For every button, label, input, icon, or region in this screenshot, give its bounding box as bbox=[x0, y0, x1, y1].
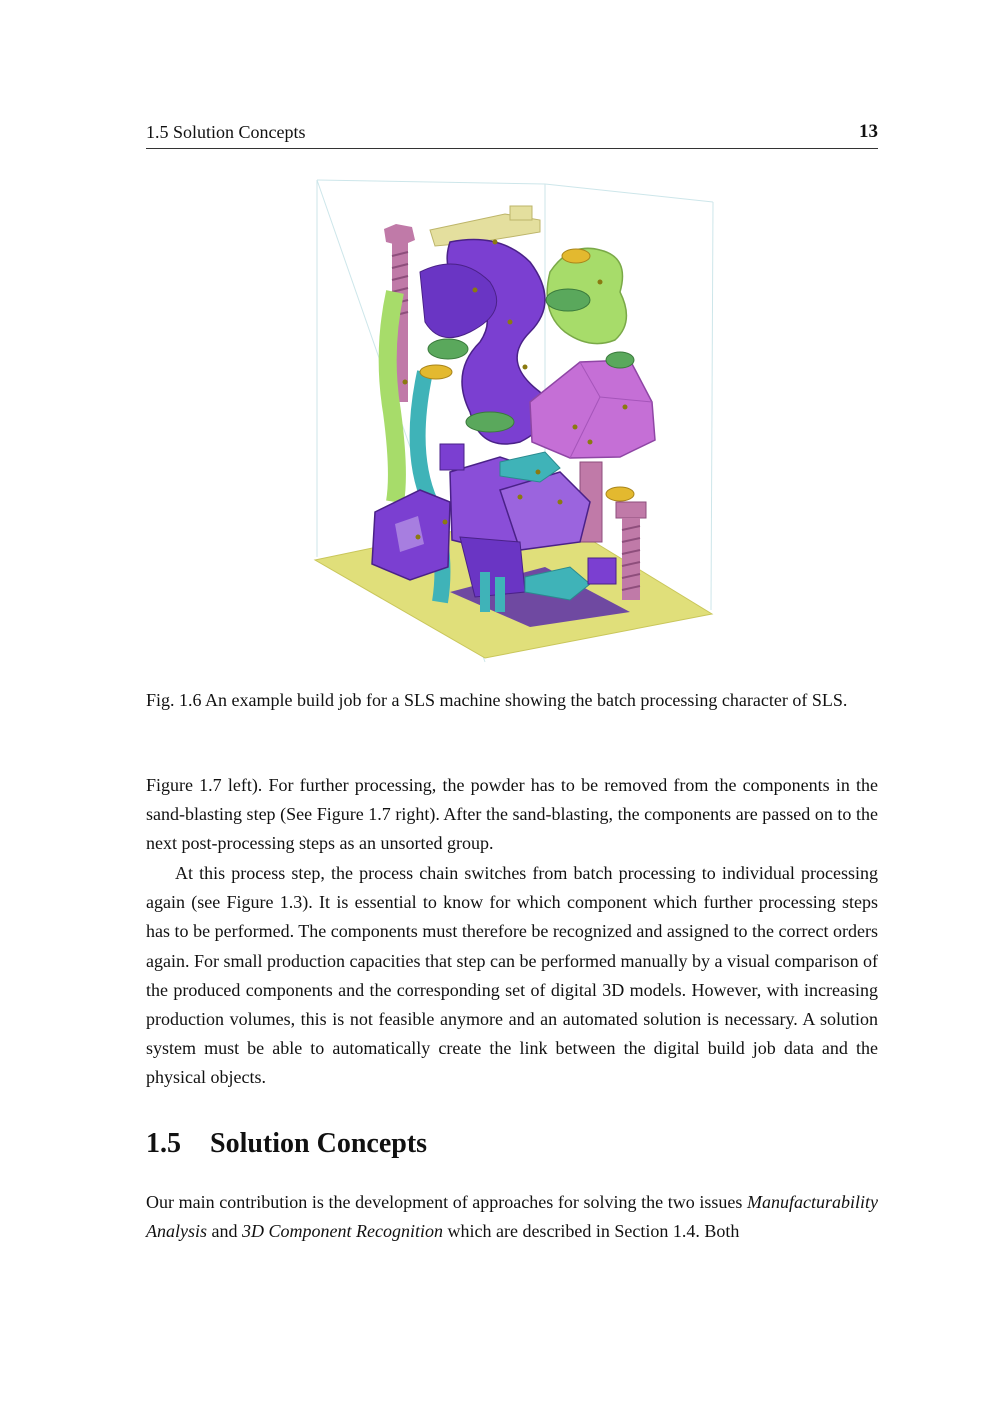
purple-cube-small bbox=[588, 558, 616, 584]
p3-text-3: which are described in Section 1.4. Both bbox=[442, 1221, 740, 1242]
p3-emphasis-recognition: 3D Component Recognition bbox=[242, 1221, 443, 1242]
figure-caption: Fig. 1.6 An example build job for a SLS machine showing the batch processing character of SLS. bbox=[146, 690, 848, 710]
paragraph-3 bbox=[146, 1188, 878, 1246]
p3-emphasis-manufacturability: Manufacturability Analysis bbox=[146, 1192, 878, 1242]
p3-text-1: Our main contribution is the development of approaches for solving the two issues bbox=[146, 1192, 748, 1212]
section-title: Solution Concepts bbox=[210, 1128, 428, 1159]
running-head-title: 1.5 Solution Concepts bbox=[146, 122, 306, 142]
lime-tube bbox=[388, 292, 397, 502]
paragraph-2: At this process step, the process chain switches from batch processing to individual processing again (see Figure 1.3). It is essential to know for which component which further processing steps has to be performed. The components must therefore be recognized and assigned to the correct orders again. For small production capacities that step can be performed manually by a visual comparison of the produced components and the corresponding set of digital 3D models. However, with increasing production volumes, this is not feasible anymore and an automated solution is necessary. A solution system must be able to automatically create the link between the digital build job data and the physical objects. bbox=[146, 863, 878, 1088]
build-job-render bbox=[300, 172, 730, 664]
p3-text-2: and bbox=[207, 1221, 242, 1242]
page-number: 13 bbox=[859, 121, 878, 142]
section-heading bbox=[146, 1128, 427, 1160]
paragraph-1: Figure 1.7 left). For further processing, the powder has to be removed from the components in the sand-blasting step (See Figure 1.7 right). After the sand-blasting, the components are passed on to the next post-processing steps as an unsorted group. bbox=[146, 775, 878, 854]
figure-build-job bbox=[300, 172, 730, 664]
running-head bbox=[146, 120, 878, 149]
magenta-block bbox=[530, 360, 655, 458]
section-number: 1.5 bbox=[146, 1128, 181, 1159]
